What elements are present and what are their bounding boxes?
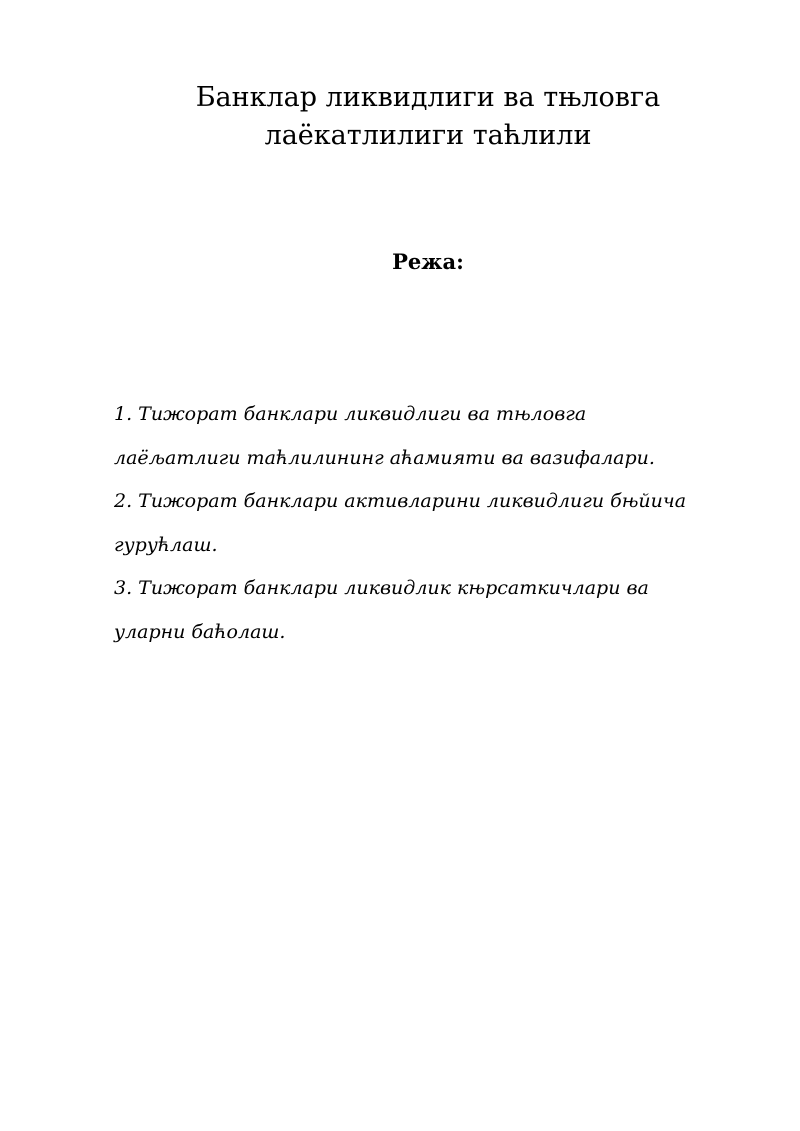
document-title bbox=[100, 79, 756, 155]
plan-list bbox=[114, 393, 764, 655]
plan-item bbox=[114, 393, 764, 480]
plan-item-line: лаёљатлиги таћлилининг аћамияти ва вазифалари. bbox=[114, 446, 655, 469]
plan-item-line: 1. Тижорат банклари ликвидлиги ва тњловга bbox=[114, 403, 587, 425]
title-line: лаёкатлилиги таћлили bbox=[264, 120, 592, 151]
plan-item-line: гурућлаш. bbox=[114, 533, 218, 556]
plan-item bbox=[114, 480, 764, 567]
plan-item-line: уларни баћолаш. bbox=[114, 620, 286, 643]
title-line: Банклар ликвидлиги ва тњловга bbox=[195, 82, 661, 113]
plan-item-line: 3. Тижорат банклари ликвидлик књрсаткичлари ва bbox=[114, 577, 649, 600]
plan-heading: Режа: bbox=[392, 249, 464, 274]
plan-item-line: 2. Тижорат банклари активларини ликвидлиги бњйича bbox=[114, 490, 687, 513]
plan-item bbox=[114, 567, 764, 654]
